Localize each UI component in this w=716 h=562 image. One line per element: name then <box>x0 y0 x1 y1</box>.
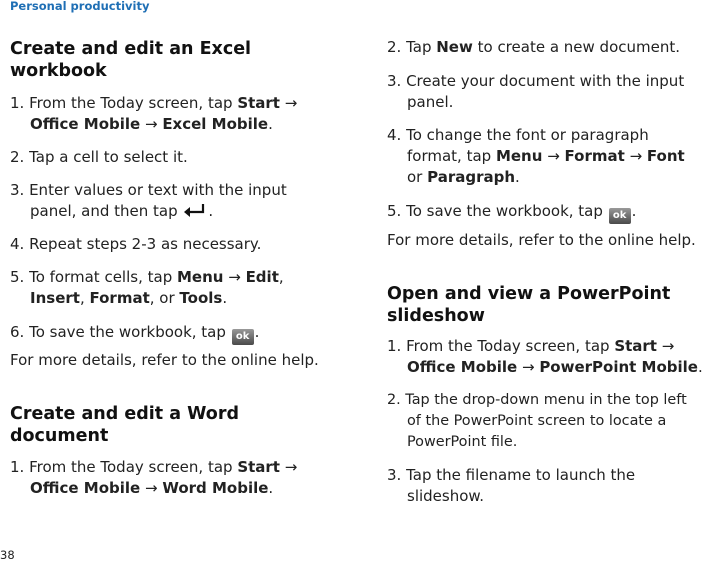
ok-icon: ok <box>232 329 254 345</box>
excel-section-title: Create and edit an Excel workbook <box>10 39 252 81</box>
word-step-3: 3. Create your document with the input panel. <box>387 72 685 111</box>
word-step-4: 4. To change the font or paragraph format, tap Menu → Format → Font or Paragraph. <box>387 126 685 186</box>
excel-step-3: 3. Enter values or text with the input panel, and then tap . <box>10 181 287 220</box>
excel-step-1: 1. From the Today screen, tap Start → Office Mobile → Excel Mobile. <box>10 94 298 133</box>
excel-step-6: 6. To save the workbook, tap ok . <box>10 322 259 345</box>
word-step-2: 2. Tap New to create a new document. <box>387 38 681 56</box>
word-section-title: Create and edit a Word document <box>10 404 239 446</box>
word-step-5: 5. To save the workbook, tap ok . <box>387 201 636 224</box>
ppt-section-title: Open and view a PowerPoint slideshow <box>387 284 671 326</box>
enter-icon <box>183 203 207 217</box>
excel-step-4: 4. Repeat steps 2-3 as necessary. <box>10 235 262 253</box>
ppt-step-2: 2. Tap the drop-down menu in the top left of the PowerPoint screen to locate a PowerPoint file. <box>387 392 687 450</box>
word-more-info: For more details, refer to the online help. <box>387 231 696 249</box>
ppt-step-3: 3. Tap the filename to launch the slideshow. <box>387 466 636 505</box>
excel-step-5: 5. To format cells, tap Menu → Edit, Insert, Format, or Tools. <box>10 268 284 307</box>
word-step-1: 1. From the Today screen, tap Start → Office Mobile → Word Mobile. <box>10 458 298 497</box>
page-number: 38 <box>0 548 15 562</box>
excel-more-info: For more details, refer to the online help. <box>10 351 319 369</box>
ppt-step-1: 1. From the Today screen, tap Start → Office Mobile → PowerPoint Mobile. <box>387 337 703 376</box>
page-header: Personal productivity <box>10 0 150 13</box>
ok-icon: ok <box>609 208 631 224</box>
excel-step-2: 2. Tap a cell to select it. <box>10 148 188 166</box>
